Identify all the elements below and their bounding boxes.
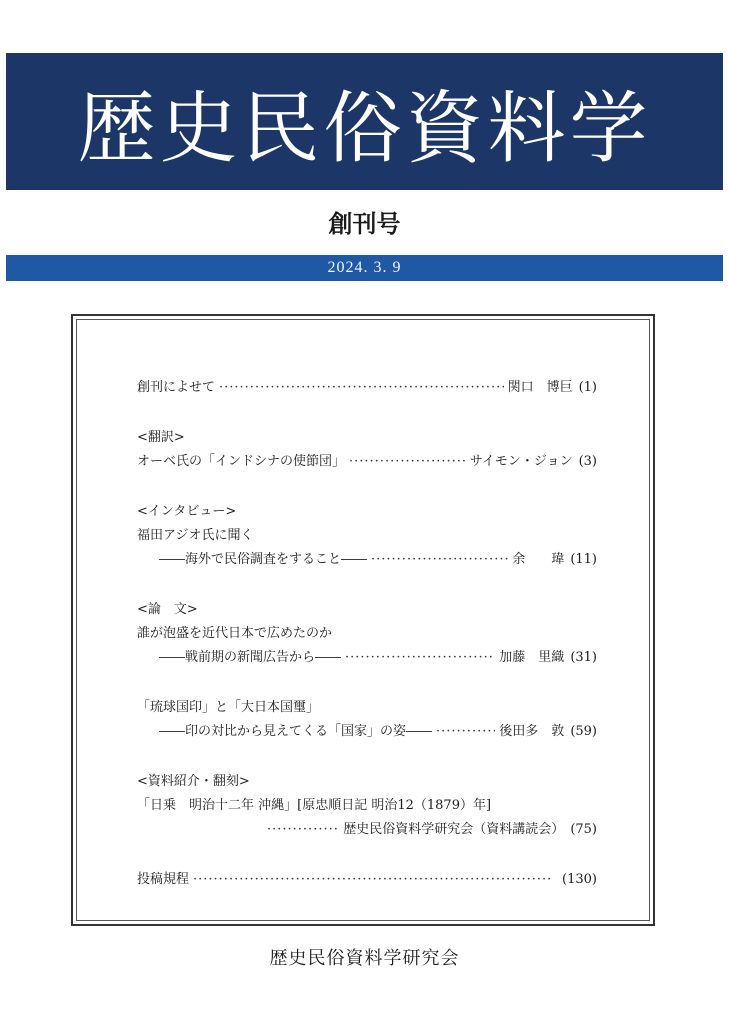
entry-author: サイモン・ジョン <box>469 454 573 469</box>
toc-entry <box>137 720 597 744</box>
entry-subtitle: ――海外で民俗調査をすること―― <box>159 552 368 567</box>
publication-date: 2024. 3. 9 <box>327 259 402 276</box>
entry-author: 歴史民俗資料学研究会（資料講読会） <box>343 822 565 837</box>
publisher: 歴史民俗資料学研究会 <box>269 948 460 969</box>
toc-entry <box>137 646 597 670</box>
entry-page: (3) <box>578 454 597 469</box>
section-category: <翻訳> <box>137 430 185 445</box>
entry-author: 余 瑋 <box>512 552 565 567</box>
leader-dots <box>349 450 466 474</box>
toc-section-materials <box>137 770 597 842</box>
entry-subtitle: ――印の対比から見えてくる「国家」の姿―― <box>159 724 433 739</box>
entry-title: 「日乗 明治十二年 沖縄」[原忠順日記 明治12（1879）年] <box>137 798 492 813</box>
leader-dots <box>219 376 504 400</box>
entry-page: (59) <box>570 724 597 739</box>
leader-dots <box>193 868 552 892</box>
toc-entry-foreword <box>137 376 597 400</box>
entry-title: オーベ氏の「インドシナの使節団」 <box>137 454 346 469</box>
title-band <box>6 53 723 190</box>
date-band <box>6 255 723 281</box>
toc-section-articles <box>137 598 597 670</box>
entry-page: (11) <box>570 552 597 567</box>
issue-label: 創刊号 <box>328 210 401 238</box>
entry-author: 後田多 敦 <box>499 724 565 739</box>
section-category: <論 文> <box>137 602 198 617</box>
toc-entry <box>137 548 597 572</box>
leader-dots <box>267 818 339 842</box>
toc-section-translation <box>137 426 597 474</box>
entry-title: 「琉球国印」と「大日本国璽」 <box>137 700 320 715</box>
toc-entry <box>137 818 597 842</box>
table-of-contents <box>71 314 655 926</box>
section-category: <インタビュー> <box>137 504 237 519</box>
entry-title: 福田アジオ氏に聞く <box>137 528 254 543</box>
toc-entry <box>137 450 597 474</box>
section-category: <資料紹介・翻刻> <box>137 774 250 789</box>
entry-title: 投稿規程 <box>137 872 190 887</box>
toc-entry-guidelines <box>137 868 597 892</box>
entry-page: (75) <box>570 822 597 837</box>
entry-author: 関口 博巨 <box>507 380 573 395</box>
entry-title: 創刊によせて <box>137 380 216 395</box>
toc-section-interview <box>137 500 597 572</box>
entry-subtitle: ――戦前期の新聞広告から―― <box>159 650 342 665</box>
entry-title: 誰が泡盛を近代日本で広めたのか <box>137 626 333 641</box>
leader-dots <box>371 548 508 572</box>
journal-title: 歴史民俗資料学 <box>77 83 652 174</box>
entry-page: (130) <box>562 872 597 887</box>
entry-page: (31) <box>570 650 597 665</box>
entry-author: 加藤 里織 <box>499 650 565 665</box>
leader-dots <box>345 646 495 670</box>
toc-list <box>137 376 597 892</box>
toc-section-article-2 <box>137 696 597 744</box>
leader-dots <box>436 720 495 744</box>
entry-page: (1) <box>578 380 597 395</box>
